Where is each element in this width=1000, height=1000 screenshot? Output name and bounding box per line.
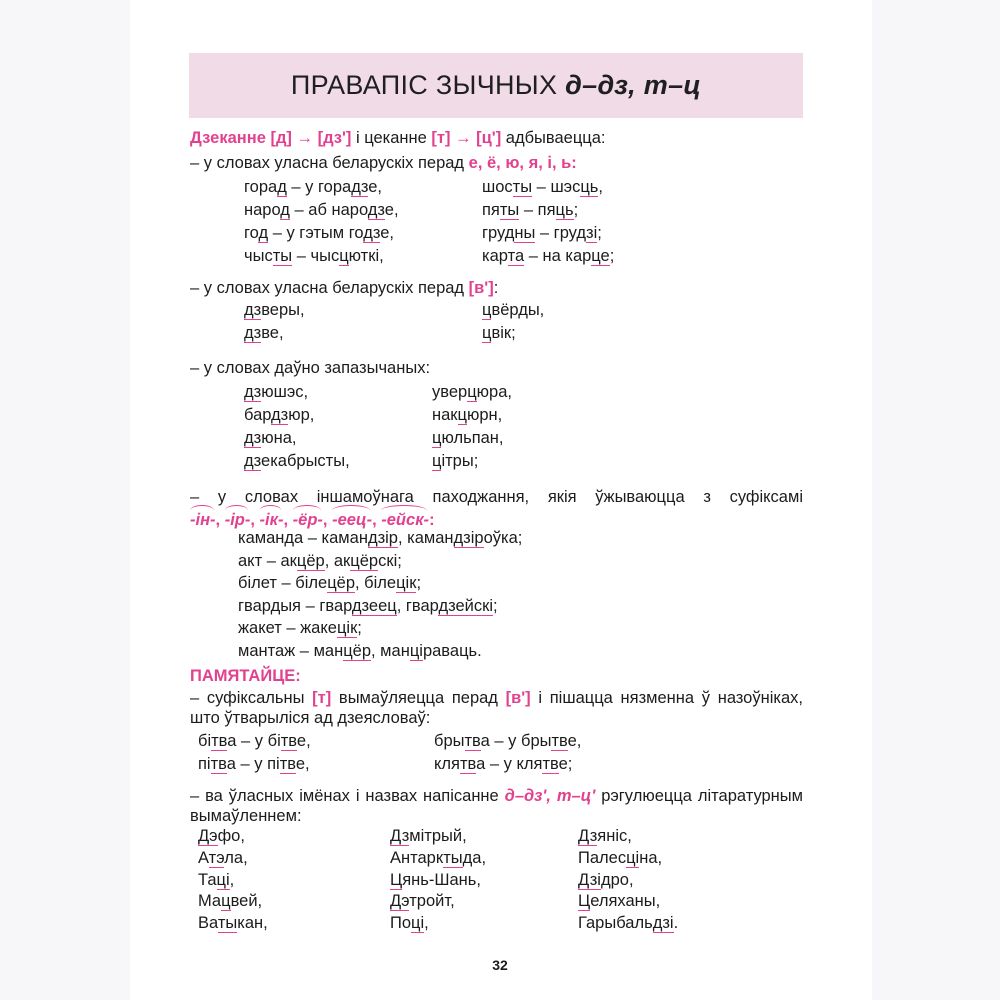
suffix: -ёр- — [292, 511, 323, 529]
proper-name: Палесціна, — [578, 848, 663, 867]
proper-name: Дзмітрый, — [390, 827, 467, 845]
proper-name: Мацвей, — [198, 892, 263, 911]
example-pair: народ – аб народзе, — [244, 201, 399, 219]
suffix-example: гвардыя – гвардзеец, гвардзейскі; — [238, 596, 498, 615]
remember-heading: ПАМЯТАЙЦЕ: — [190, 667, 301, 685]
proper-name: Дэфо, — [198, 827, 245, 845]
example-word: накцюрн, — [432, 406, 503, 424]
example-pair: грудны – грудзі; — [482, 224, 602, 242]
proper-name: Антарктыда, — [390, 848, 487, 867]
example-pair: горад – у горадзе, — [244, 178, 382, 196]
example-word: уверцюра, — [432, 383, 512, 401]
example-pair: брытва – у брытве, — [434, 732, 582, 750]
proper-name: Дзідро, — [578, 870, 634, 889]
rule-heading-tsekanne: [т] → [ц'] — [431, 129, 502, 147]
title-letters: д–дз, т–ц — [565, 70, 702, 100]
suffix: -ік- — [259, 511, 284, 529]
rule-heading-dzekanne: Дзеканне [д] → [дз'] — [190, 129, 352, 147]
remember-p2-line2: вымаўленнем: — [190, 807, 302, 825]
suffix-example: білет – білецёр, білецік; — [238, 574, 422, 592]
section3-intro: – у словах даўно запазычаных: — [190, 359, 431, 377]
suffix: -ір- — [224, 511, 251, 529]
remember-p2-line1: – ва ўласных імёнах і назвах напісанне д–дз', т–ц' рэгулюецца літаратурным — [190, 787, 803, 805]
example-pair: шосты – шэсць, — [482, 178, 603, 196]
proper-name: Атэла, — [198, 848, 248, 867]
proper-name: Дэтройт, — [390, 892, 455, 911]
example-word: дзве, — [244, 324, 284, 342]
proper-name: Цянь-Шань, — [390, 870, 481, 889]
example-word: цвёрды, — [482, 301, 545, 319]
section4-intro: – у словах іншамоўнага паходжання, якія ўжываюцца з суфіксамі — [190, 488, 803, 506]
suffix-example: жакет – жакецік; — [238, 619, 362, 637]
example-word: дзюна, — [244, 429, 297, 447]
example-pair: пяты – пяць; — [482, 201, 579, 219]
proper-name: Ватыкан, — [198, 914, 268, 933]
proper-name: Таці, — [198, 870, 235, 889]
rule-heading-and: і цеканне — [351, 129, 432, 147]
suffix: -ін- — [190, 511, 216, 529]
example-pair: бітва – у бітве, — [198, 732, 311, 750]
suffix-example: акт – акцёр, акцёрскі; — [238, 551, 402, 570]
section2-bracket: [в'] — [468, 279, 494, 297]
proper-name: Гарыбальдзі. — [578, 914, 679, 933]
remember-p1-line2: што ўтварыліся ад дзеясловаў: — [190, 709, 431, 727]
example-word: дзверы, — [244, 301, 305, 319]
example-pair: пітва – у пітве, — [198, 755, 310, 773]
page-number: 32 — [492, 957, 508, 973]
example-pair: клятва – у клятве; — [434, 755, 573, 773]
example-pair: карта – на карце; — [482, 247, 615, 265]
section2-intro: – у словах уласна беларускіх перад [в']: — [190, 279, 499, 297]
suffix: -еец- — [332, 511, 373, 529]
example-word: цюльпан, — [432, 429, 504, 447]
example-pair: чысты – чысцюткі, — [244, 247, 384, 265]
page-title: ПРАВАПІС ЗЫЧНЫХ д–дз, т–ц — [290, 70, 702, 100]
rule-heading-end: адбываецца: — [501, 129, 606, 147]
section4-suffixes: -ін-, -ір-, -ік-, -ёр-, -еец-, -ейск-: — [190, 511, 435, 529]
suffix-example: каманда – камандзір, камандзіроўка; — [238, 529, 523, 547]
example-word: цітры; — [432, 452, 479, 470]
rule-heading — [190, 128, 606, 148]
example-word: дзюшэс, — [244, 383, 309, 401]
example-pair: год – у гэтым годзе, — [244, 224, 394, 242]
example-word: бардзюр, — [244, 406, 315, 424]
section1-intro: – у словах уласна беларускіх перад е, ё, ю, я, і, ь: — [190, 154, 577, 172]
example-word: дзекабрысты, — [244, 452, 350, 470]
section1-vowels: е, ё, ю, я, і, ь: — [468, 154, 577, 172]
proper-name: Дзяніс, — [578, 827, 632, 845]
example-word: цвік; — [482, 324, 516, 342]
suffix-example: мантаж – манцёр, манціраваць. — [238, 641, 482, 660]
suffix: -ейск- — [381, 511, 430, 529]
proper-name: Целяханы, — [578, 892, 661, 911]
proper-name: Поці, — [390, 914, 429, 933]
remember-p1-line1: – суфіксальны [т] вымаўляецца перад [в'] і пішацца нязменна ў назоўніках, — [190, 689, 803, 707]
